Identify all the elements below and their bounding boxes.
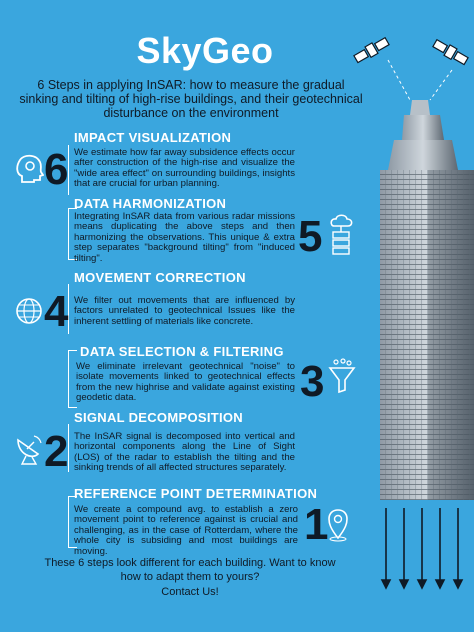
- subtitle: 6 Steps in applying InSAR: how to measure the gradual sinking and tilting of high-rise buildings, and their geotechnical disturbance on the environment: [19, 78, 363, 120]
- step-5-body: Integrating InSAR data from various radar missions means duplicating the above steps and then harmonizing the observations. This unique & extra step separates "background tilting" from "induced tilting".: [74, 211, 295, 264]
- location-pin-icon: [326, 508, 350, 542]
- step-2-number: 2: [44, 427, 69, 476]
- step-1-number: 1: [304, 500, 329, 549]
- satellite-dish-icon: [14, 432, 44, 468]
- head-gear-icon: [14, 152, 44, 184]
- contact-us-link[interactable]: Contact Us!: [161, 586, 219, 598]
- step-2-body: The InSAR signal is decomposed into vertical and horizontal components along the Line of Sight (LOS) of the radar to establish the tilting and the sinking trends of all affected structures separately.: [74, 431, 295, 474]
- step-4-title: MOVEMENT CORRECTION: [74, 270, 246, 285]
- step-6-number: 6: [44, 145, 69, 194]
- step-5-number: 5: [298, 212, 323, 261]
- step-3-body: We eliminate irrelevant geotechnical "noise" to isolate movements linked to geotechnical effects from the new highrise and validate against existing geodetic data.: [76, 361, 295, 404]
- brand-logo: SkyGeo: [136, 30, 274, 71]
- step-1-title: REFERENCE POINT DETERMINATION: [74, 486, 318, 501]
- step-1-body: We create a compound avg. to establish a zero movement point to reference against is crucial and challenging, as in the case of Rotterdam, where the whole city is subsiding and most buildings are moving.: [74, 504, 298, 557]
- step-3-title: DATA SELECTION & FILTERING: [80, 344, 284, 359]
- satellite-icon-right: [430, 38, 470, 68]
- step-5-title: DATA HARMONIZATION: [74, 196, 227, 211]
- step-6-body: We estimate how far away subsidence effects occur after construction of the high-rise and visualize the "wide area effect" on surrounding buildings, insights that are crucial for urban planning.: [74, 147, 295, 190]
- funnel-icon: [328, 358, 356, 394]
- step-3-number: 3: [300, 357, 325, 406]
- globe-icon: [14, 296, 44, 326]
- step-6-title: IMPACT VISUALIZATION: [74, 130, 232, 145]
- cloud-database-icon: [326, 212, 356, 256]
- step-4-number: 4: [44, 287, 69, 336]
- step-2-title: SIGNAL DECOMPOSITION: [74, 410, 243, 425]
- satellite-icon-left: [352, 36, 392, 66]
- step-4-body: We filter out movements that are influenced by factors unrelated to geotechnical Issues like the inherent settling of materials like concrete.: [74, 295, 295, 327]
- skyscraper-illustration: [368, 0, 474, 632]
- footer-text: These 6 steps look different for each building. Want to know how to adapt them to yours?: [44, 557, 336, 583]
